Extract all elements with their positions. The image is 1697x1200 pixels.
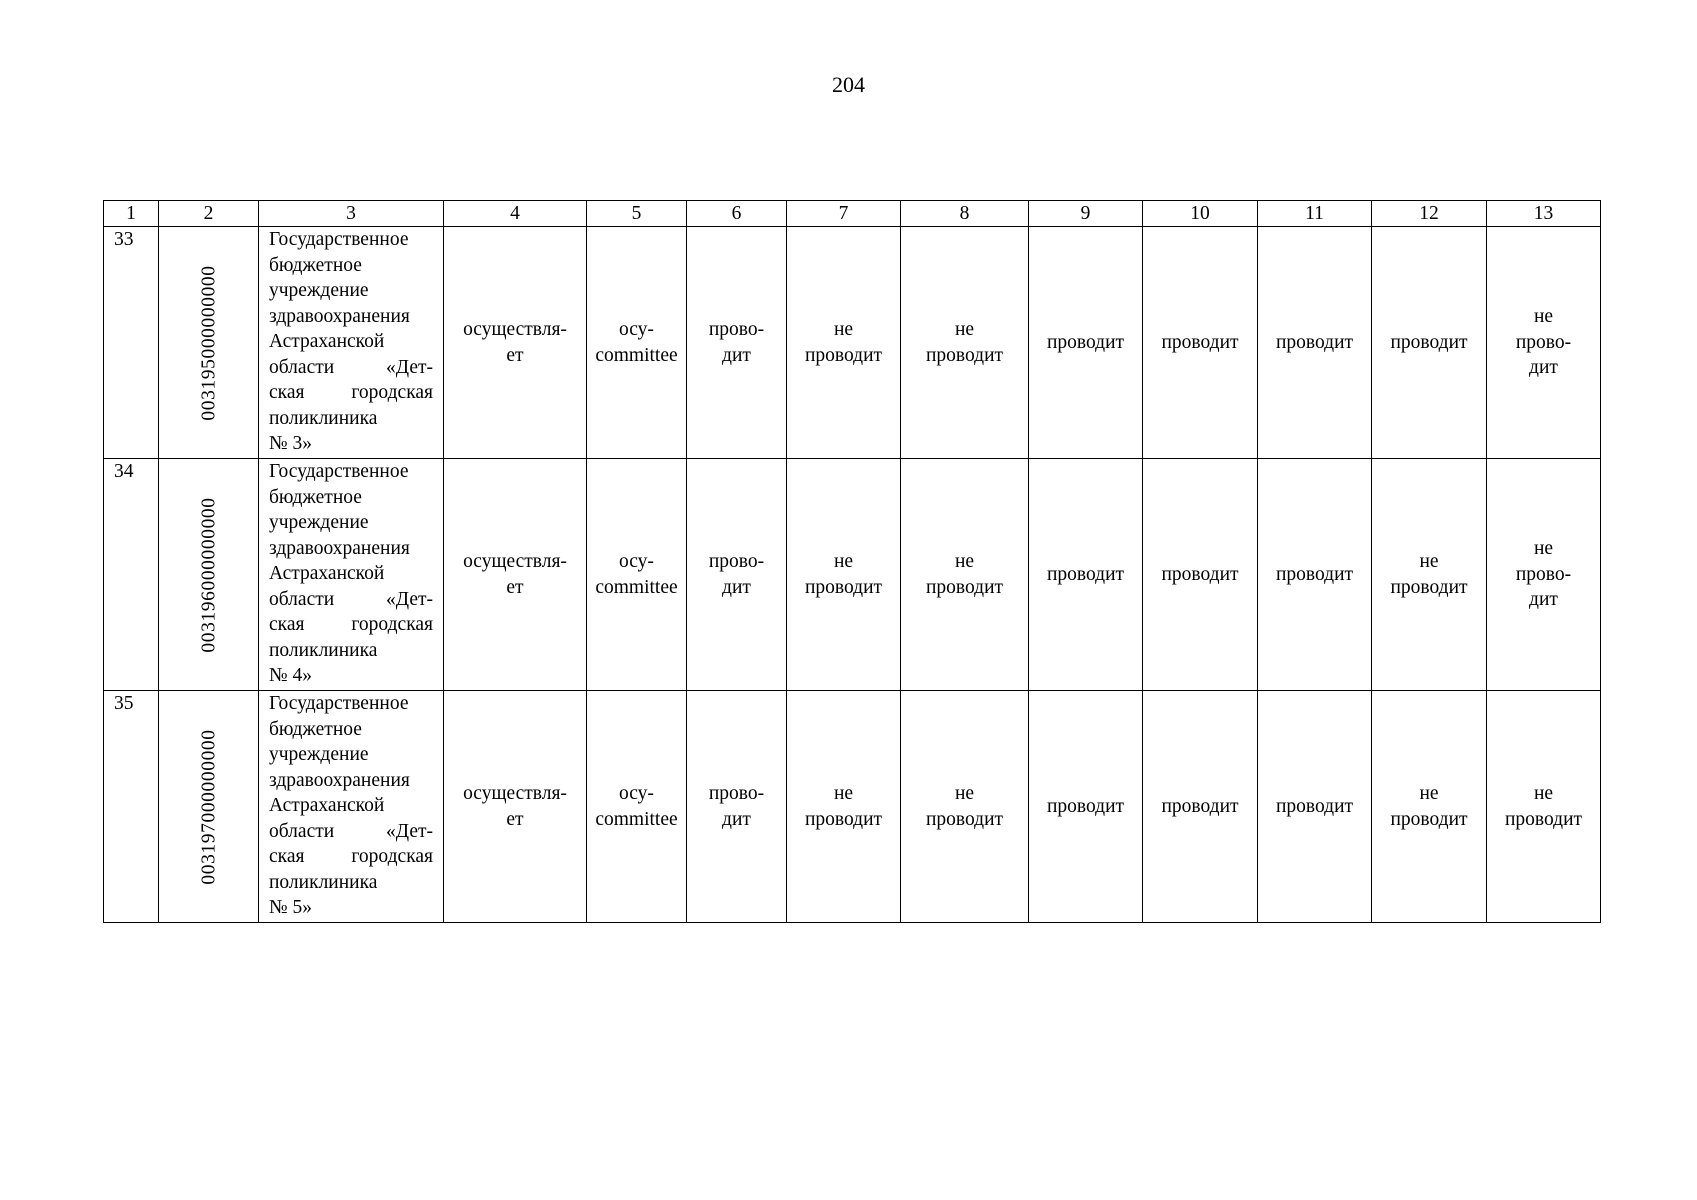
- value-cell-c9: [1029, 459, 1143, 691]
- organization-name-line: № 4»: [269, 665, 312, 686]
- organization-name-line: ская городская: [269, 614, 433, 635]
- registry-code-cell: [159, 691, 259, 923]
- value-text: committee: [595, 576, 678, 598]
- value-cell-c4: [444, 227, 587, 459]
- header-cell: 9: [1029, 201, 1143, 227]
- value-text: проводит: [1504, 808, 1583, 830]
- table-header-row: [104, 201, 1601, 227]
- value-text: не: [954, 551, 975, 572]
- value-text: проводит: [1390, 808, 1468, 830]
- value-cell-c11: [1258, 227, 1372, 459]
- value-text: проводит: [1390, 331, 1468, 353]
- value-cell-c9: [1029, 691, 1143, 923]
- value-text: осу-: [619, 551, 654, 572]
- organization-name-line: учреждение: [269, 512, 369, 533]
- value-text: не: [1419, 783, 1439, 804]
- header-cell: 12: [1372, 201, 1487, 227]
- value-text: осуществля-: [463, 319, 567, 340]
- organization-name-line: здравоохранения: [269, 305, 410, 327]
- header-cell: 11: [1258, 201, 1372, 227]
- value-text: проводит: [1161, 563, 1239, 585]
- value-text: ет: [506, 808, 524, 830]
- organization-name-line: здравоохранения: [269, 769, 410, 791]
- value-text: дит: [1529, 589, 1558, 611]
- registry-table: [103, 200, 1601, 923]
- organization-name-line: области «Дет-: [269, 820, 433, 842]
- organization-name-line: поликлиника: [269, 407, 378, 429]
- value-cell-c6: [687, 691, 787, 923]
- value-cell-c8: [901, 691, 1029, 923]
- value-cell-c10: [1143, 691, 1258, 923]
- value-cell-c12: [1372, 459, 1487, 691]
- value-text: не: [1533, 783, 1554, 804]
- value-text: проводит: [925, 344, 1004, 366]
- row-number-cell: 34: [104, 459, 159, 691]
- value-cell-c7: [787, 459, 901, 691]
- value-text: прово-: [1515, 331, 1572, 353]
- value-cell-c4: [444, 691, 587, 923]
- value-cell-c13: [1487, 459, 1601, 691]
- organization-name-line: поликлиника: [269, 871, 378, 893]
- value-text: не: [833, 551, 854, 572]
- header-cell: 8: [901, 201, 1029, 227]
- value-text: не: [1533, 538, 1554, 560]
- value-text: ет: [506, 344, 524, 366]
- value-text: прово-: [1515, 563, 1572, 585]
- value-cell-c11: [1258, 459, 1372, 691]
- organization-name-line: бюджетное: [269, 718, 362, 740]
- registry-code: 003196000000000: [197, 496, 219, 653]
- value-text: дит: [722, 344, 751, 366]
- value-cell-c10: [1143, 227, 1258, 459]
- header-cell: 13: [1487, 201, 1601, 227]
- value-text: прово-: [708, 319, 765, 340]
- value-cell-c9: [1029, 227, 1143, 459]
- value-cell-c11: [1258, 691, 1372, 923]
- registry-code-cell: [159, 227, 259, 459]
- header-cell: 2: [159, 201, 259, 227]
- value-text: не: [1533, 306, 1554, 328]
- organization-name-line: Государственное: [269, 461, 409, 482]
- header-cell: 7: [787, 201, 901, 227]
- organization-name-line: здравоохранения: [269, 537, 410, 559]
- value-text: дит: [722, 576, 751, 598]
- value-text: дит: [722, 808, 751, 830]
- value-text: проводит: [1161, 331, 1239, 353]
- organization-name-line: поликлиника: [269, 639, 378, 661]
- value-cell-c5: [587, 227, 687, 459]
- organization-name-line: ская городская: [269, 382, 433, 403]
- value-text: осу-: [619, 783, 654, 804]
- organization-name-line: области «Дет-: [269, 588, 433, 610]
- organization-name-line: Астраханской: [269, 795, 385, 816]
- value-text: проводит: [1161, 795, 1239, 817]
- organization-name-line: ская городская: [269, 846, 433, 867]
- table-row: [104, 691, 1601, 923]
- value-text: осуществля-: [463, 551, 567, 572]
- value-text: committee: [595, 344, 678, 366]
- value-cell-c8: [901, 227, 1029, 459]
- value-text: проводит: [1390, 576, 1468, 598]
- value-text: проводит: [804, 576, 883, 598]
- header-cell: 1: [104, 201, 159, 227]
- value-cell-c7: [787, 691, 901, 923]
- table-row: [104, 459, 1601, 691]
- registry-code-cell: [159, 459, 259, 691]
- organization-name-line: Государственное: [269, 229, 409, 250]
- value-cell-c13: [1487, 691, 1601, 923]
- value-cell-c5: [587, 459, 687, 691]
- value-cell-c6: [687, 459, 787, 691]
- value-text: прово-: [708, 783, 765, 804]
- value-cell-c10: [1143, 459, 1258, 691]
- value-cell-c12: [1372, 691, 1487, 923]
- header-cell: 5: [587, 201, 687, 227]
- organization-name-cell: [259, 227, 444, 459]
- value-text: не: [954, 783, 975, 804]
- row-number-cell: 35: [104, 691, 159, 923]
- value-text: дит: [1529, 357, 1558, 379]
- organization-name-cell: [259, 459, 444, 691]
- value-text: не: [833, 783, 854, 804]
- header-cell: 10: [1143, 201, 1258, 227]
- organization-name-line: № 5»: [269, 897, 312, 918]
- value-cell-c8: [901, 459, 1029, 691]
- row-number-cell: 33: [104, 227, 159, 459]
- value-text: проводит: [804, 808, 883, 830]
- organization-name-line: учреждение: [269, 744, 369, 765]
- organization-name-line: № 3»: [269, 433, 312, 454]
- value-text: проводит: [1046, 331, 1125, 353]
- organization-name-line: Астраханской: [269, 563, 385, 584]
- value-text: проводит: [804, 344, 883, 366]
- registry-code: 003195000000000: [197, 264, 219, 421]
- organization-name-line: учреждение: [269, 280, 369, 301]
- organization-name-line: бюджетное: [269, 486, 362, 508]
- header-cell: 4: [444, 201, 587, 227]
- value-cell-c5: [587, 691, 687, 923]
- organization-name-line: бюджетное: [269, 254, 362, 276]
- value-text: проводит: [1046, 795, 1125, 817]
- value-text: проводит: [1275, 331, 1354, 353]
- organization-name-line: Государственное: [269, 693, 409, 714]
- value-cell-c6: [687, 227, 787, 459]
- value-cell-c4: [444, 459, 587, 691]
- value-text: осу-: [619, 319, 654, 340]
- value-text: не: [954, 319, 975, 340]
- value-text: не: [833, 319, 854, 340]
- table-row: [104, 227, 1601, 459]
- value-cell-c13: [1487, 227, 1601, 459]
- organization-name-line: области «Дет-: [269, 356, 433, 378]
- organization-name-line: Астраханской: [269, 331, 385, 352]
- value-text: проводит: [925, 808, 1004, 830]
- header-cell: 3: [259, 201, 444, 227]
- value-text: проводит: [1275, 563, 1354, 585]
- value-text: не: [1419, 551, 1439, 572]
- value-text: ет: [506, 576, 524, 598]
- organization-name-cell: [259, 691, 444, 923]
- value-text: проводит: [1046, 563, 1125, 585]
- value-text: committee: [595, 808, 678, 830]
- registry-code: 003197000000000: [197, 728, 219, 885]
- value-cell-c12: [1372, 227, 1487, 459]
- header-cell: 6: [687, 201, 787, 227]
- value-text: осуществля-: [463, 783, 567, 804]
- value-text: прово-: [708, 551, 765, 572]
- value-cell-c7: [787, 227, 901, 459]
- value-text: проводит: [1275, 795, 1354, 817]
- value-text: проводит: [925, 576, 1004, 598]
- page-number: 204: [832, 72, 865, 97]
